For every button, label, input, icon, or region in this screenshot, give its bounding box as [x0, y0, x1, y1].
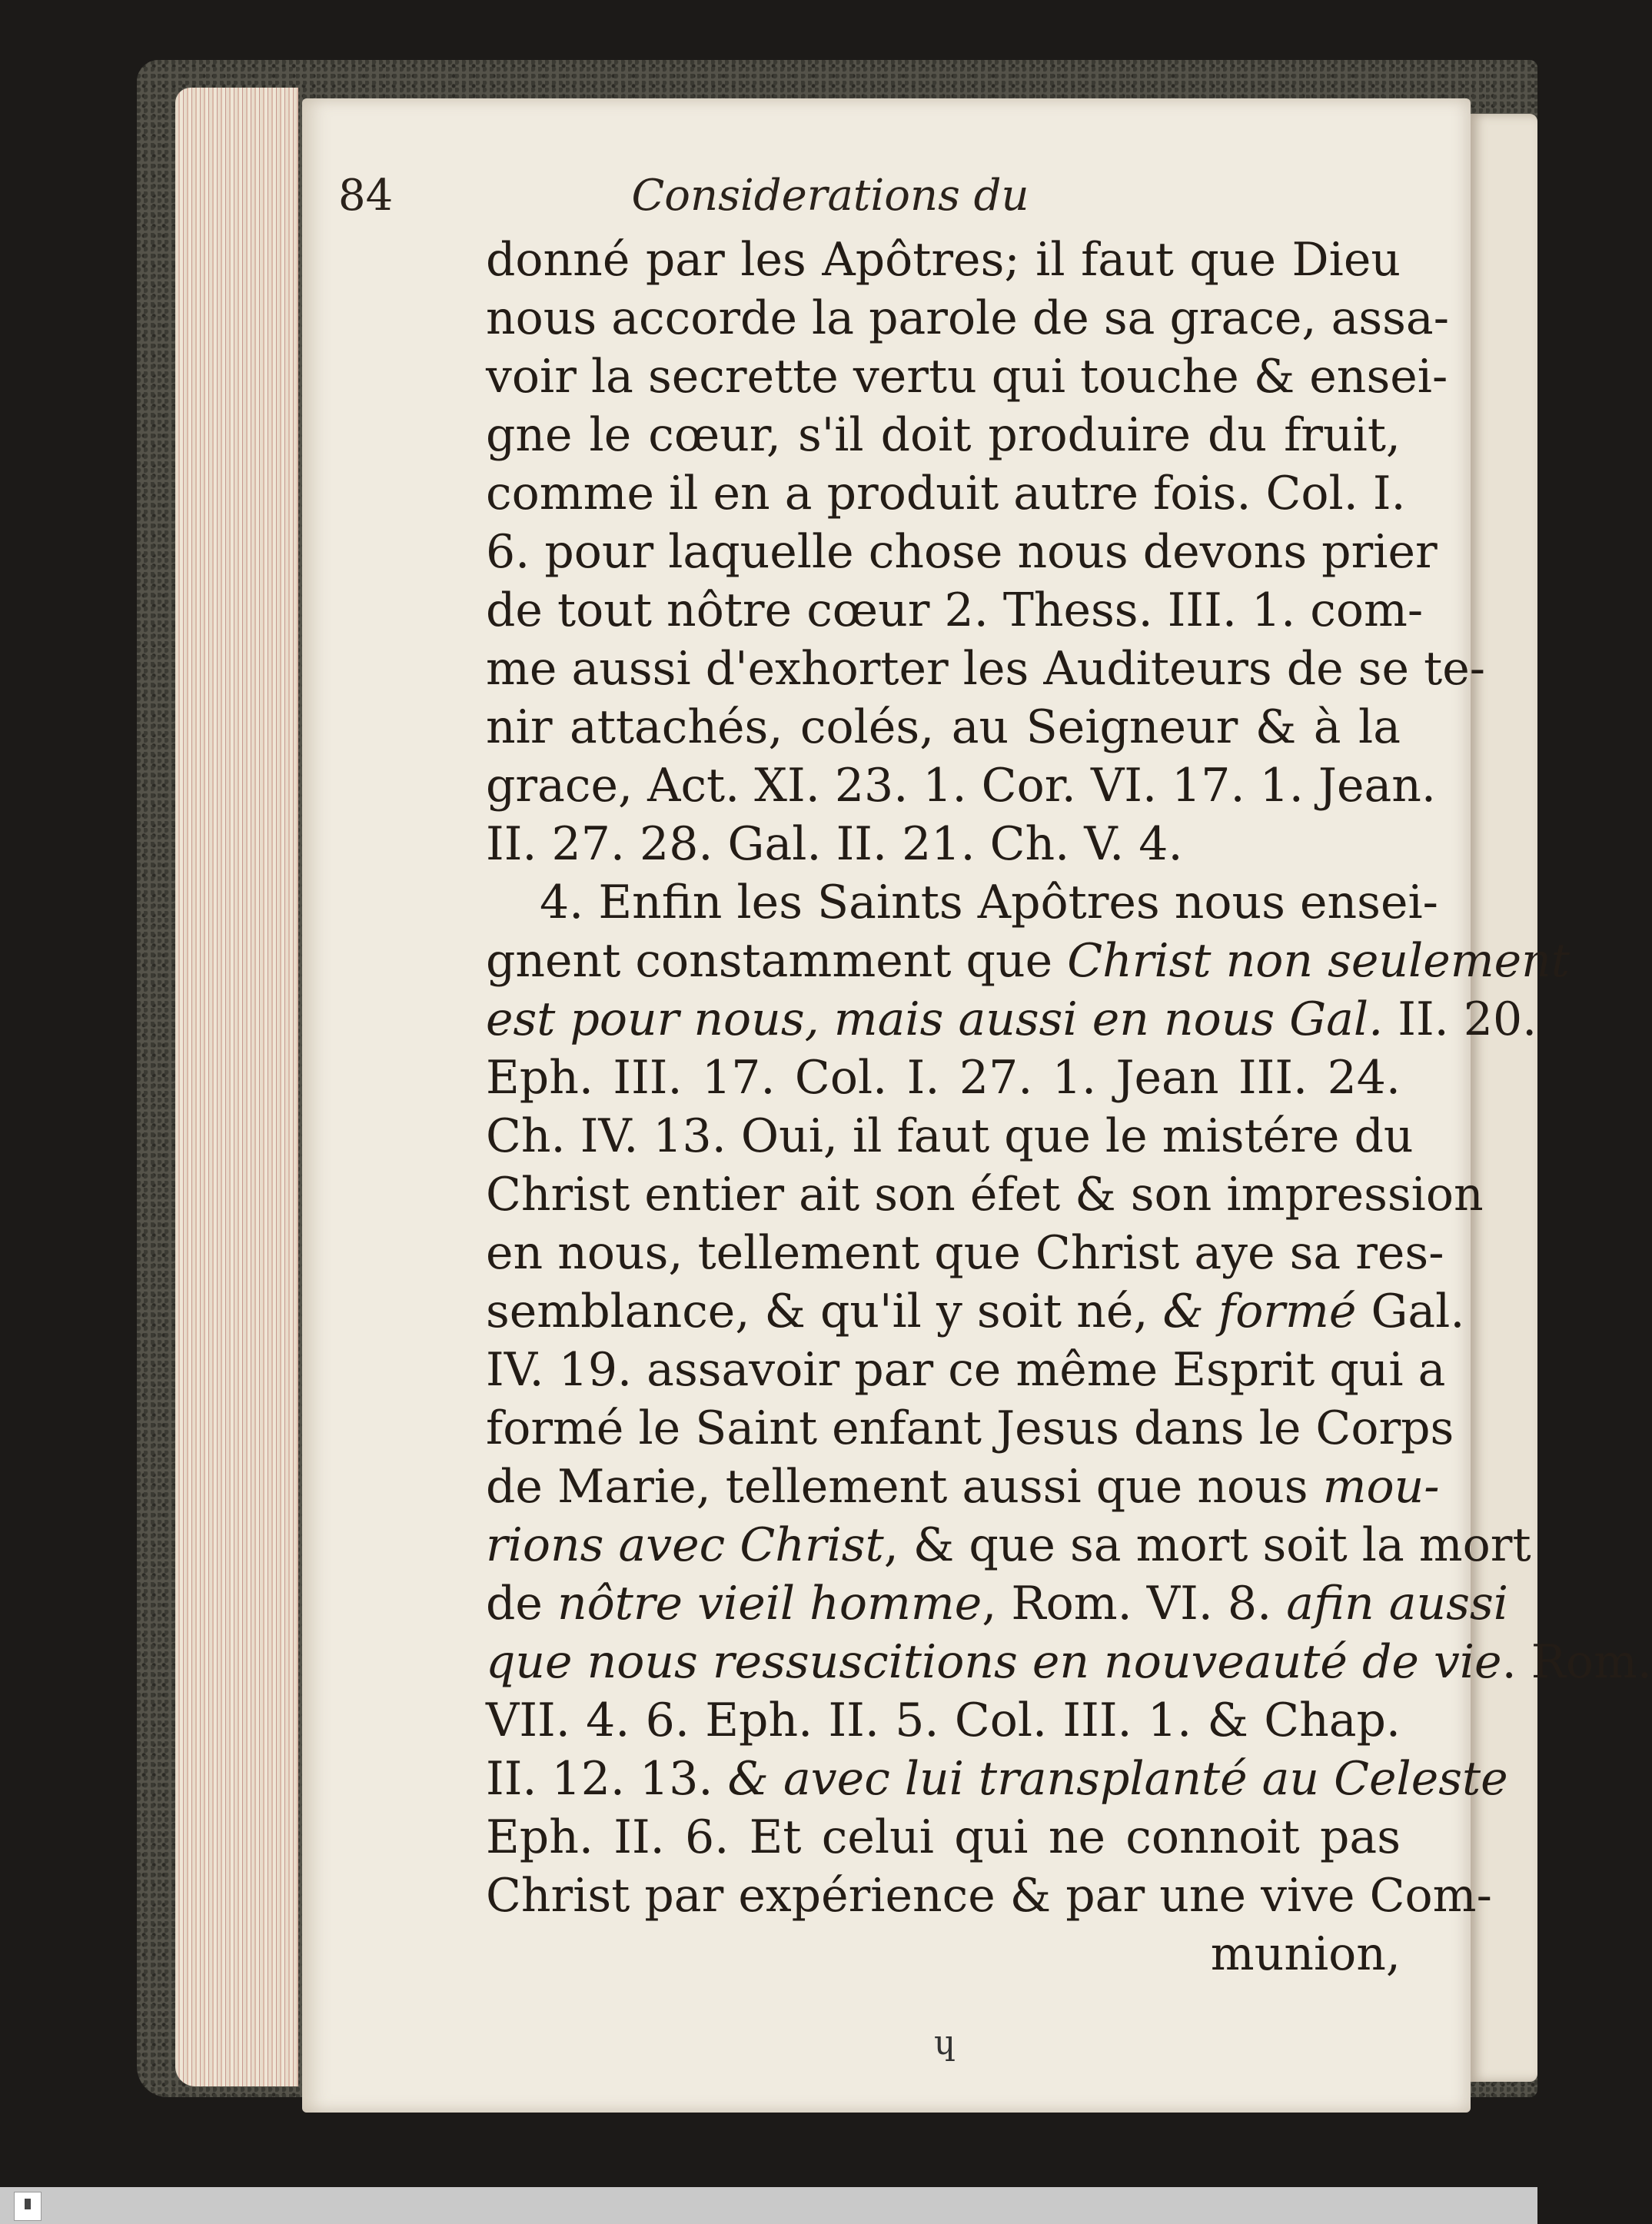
text-segment: de Marie, tellement aussi que nous [486, 1460, 1323, 1514]
running-title: Considerations du [631, 171, 1029, 221]
text-line [486, 873, 1438, 932]
text-segment: Christ entier ait son éfet & son impression [486, 1168, 1484, 1222]
text-line [486, 1750, 1508, 1808]
text-segment: nous accorde la parole de sa grace, assa- [486, 291, 1449, 345]
text-line [486, 347, 1448, 406]
text-segment: de [486, 1577, 557, 1631]
page-number: 84 [338, 171, 394, 221]
text-segment: Gal. [1356, 1285, 1465, 1338]
text-segment: de tout nôtre cœur 2. Thess. III. 1. com- [486, 583, 1424, 637]
text-line [486, 523, 1438, 581]
text-line [486, 932, 1570, 990]
text-segment: Eph. III. 17. Col. I. 27. 1. Jean III. 24. [486, 1051, 1401, 1105]
text-segment: II. 27. 28. Gal. II. 21. Ch. V. 4. [486, 817, 1183, 871]
text-line [486, 1107, 1414, 1165]
text-segment: IV. 19. assavoir par ce même Esprit qui a [486, 1343, 1446, 1397]
italic-text-segment: & formé [1162, 1285, 1357, 1338]
text-segment: formé le Saint enfant Jesus dans le Corps [486, 1401, 1454, 1455]
text-line [486, 1574, 1508, 1633]
page-edges-left [175, 88, 298, 2086]
text-line [486, 581, 1424, 640]
text-line [486, 1458, 1440, 1516]
text-line [486, 464, 1406, 523]
text-line [486, 815, 1401, 873]
viewer-footer-bar [0, 2187, 1537, 2224]
text-segment: II. 20. [1383, 992, 1537, 1046]
text-segment: . Rom. [1501, 1635, 1652, 1689]
text-line [486, 1925, 1401, 1983]
text-segment: Christ par expérience & par une vive Com- [486, 1869, 1492, 1923]
text-line [486, 289, 1449, 347]
text-segment: , & que sa mort soit la mort [883, 1518, 1531, 1572]
text-line [486, 756, 1436, 815]
text-segment: comme il en a produit autre fois. Col. I. [486, 467, 1406, 520]
text-segment: , Rom. VI. 8. [982, 1577, 1287, 1631]
text-segment: semblance, & qu'il y soit né, [486, 1285, 1163, 1338]
text-segment: gnent constamment que [486, 934, 1068, 988]
text-line [486, 1399, 1454, 1458]
ink-mark: ɥ [934, 2023, 956, 2063]
text-segment: me aussi d'exhorter les Auditeurs de se te- [486, 642, 1485, 696]
text-line [486, 1165, 1484, 1224]
text-line [486, 1633, 1652, 1691]
text-segment: 4. Enfin les Saints Apôtres nous ensei- [540, 876, 1438, 929]
text-line [486, 1516, 1531, 1574]
text-segment: gne le cœur, s'il doit produire du fruit, [486, 408, 1401, 462]
text-line [486, 640, 1485, 698]
italic-text-segment: que nous ressuscitions en nouveauté de vie [486, 1635, 1502, 1689]
text-line [486, 698, 1401, 756]
italic-text-segment: rions avec Christ [486, 1518, 884, 1572]
text-segment: nir attachés, colés, au Seigneur & à la [486, 700, 1401, 754]
text-segment: Eph. II. 6. Et celui qui ne connoit pas [486, 1810, 1401, 1864]
text-line [486, 1224, 1444, 1282]
text-line [486, 1049, 1401, 1107]
text-segment: donné par les Apôtres; il faut que Dieu [486, 233, 1401, 287]
text-line [486, 1691, 1401, 1750]
body-text [486, 231, 1652, 1983]
text-line [486, 1282, 1465, 1341]
text-segment: munion, [1210, 1927, 1401, 1981]
page-header [338, 171, 1399, 240]
text-line [486, 990, 1537, 1049]
text-line [486, 1867, 1492, 1925]
italic-text-segment: afin aussi [1286, 1577, 1508, 1631]
italic-text-segment: mou- [1322, 1460, 1440, 1514]
text-segment: VII. 4. 6. Eph. II. 5. Col. III. 1. & Chap. [486, 1694, 1401, 1747]
text-line [486, 406, 1401, 464]
text-line [486, 1808, 1401, 1867]
text-segment: II. 12. 13. [486, 1752, 728, 1806]
text-segment: Ch. IV. 13. Oui, il faut que le mistére du [486, 1109, 1414, 1163]
italic-text-segment: nôtre vieil homme [557, 1577, 982, 1631]
italic-text-segment: est pour nous, mais aussi en nous Gal. [486, 992, 1384, 1046]
italic-text-segment: Christ non seulement [1067, 934, 1570, 988]
italic-text-segment: & avec lui transplanté au Celeste [727, 1752, 1508, 1806]
text-line [486, 231, 1401, 289]
text-segment: voir la secrette vertu qui touche & ensei- [486, 350, 1448, 404]
text-segment: en nous, tellement que Christ aye sa res- [486, 1226, 1444, 1280]
text-line [486, 1341, 1446, 1399]
text-segment: grace, Act. XI. 23. 1. Cor. VI. 17. 1. Jean. [486, 759, 1436, 813]
library-logo-icon [14, 2192, 42, 2221]
text-segment: 6. pour laquelle chose nous devons prier [486, 525, 1438, 579]
